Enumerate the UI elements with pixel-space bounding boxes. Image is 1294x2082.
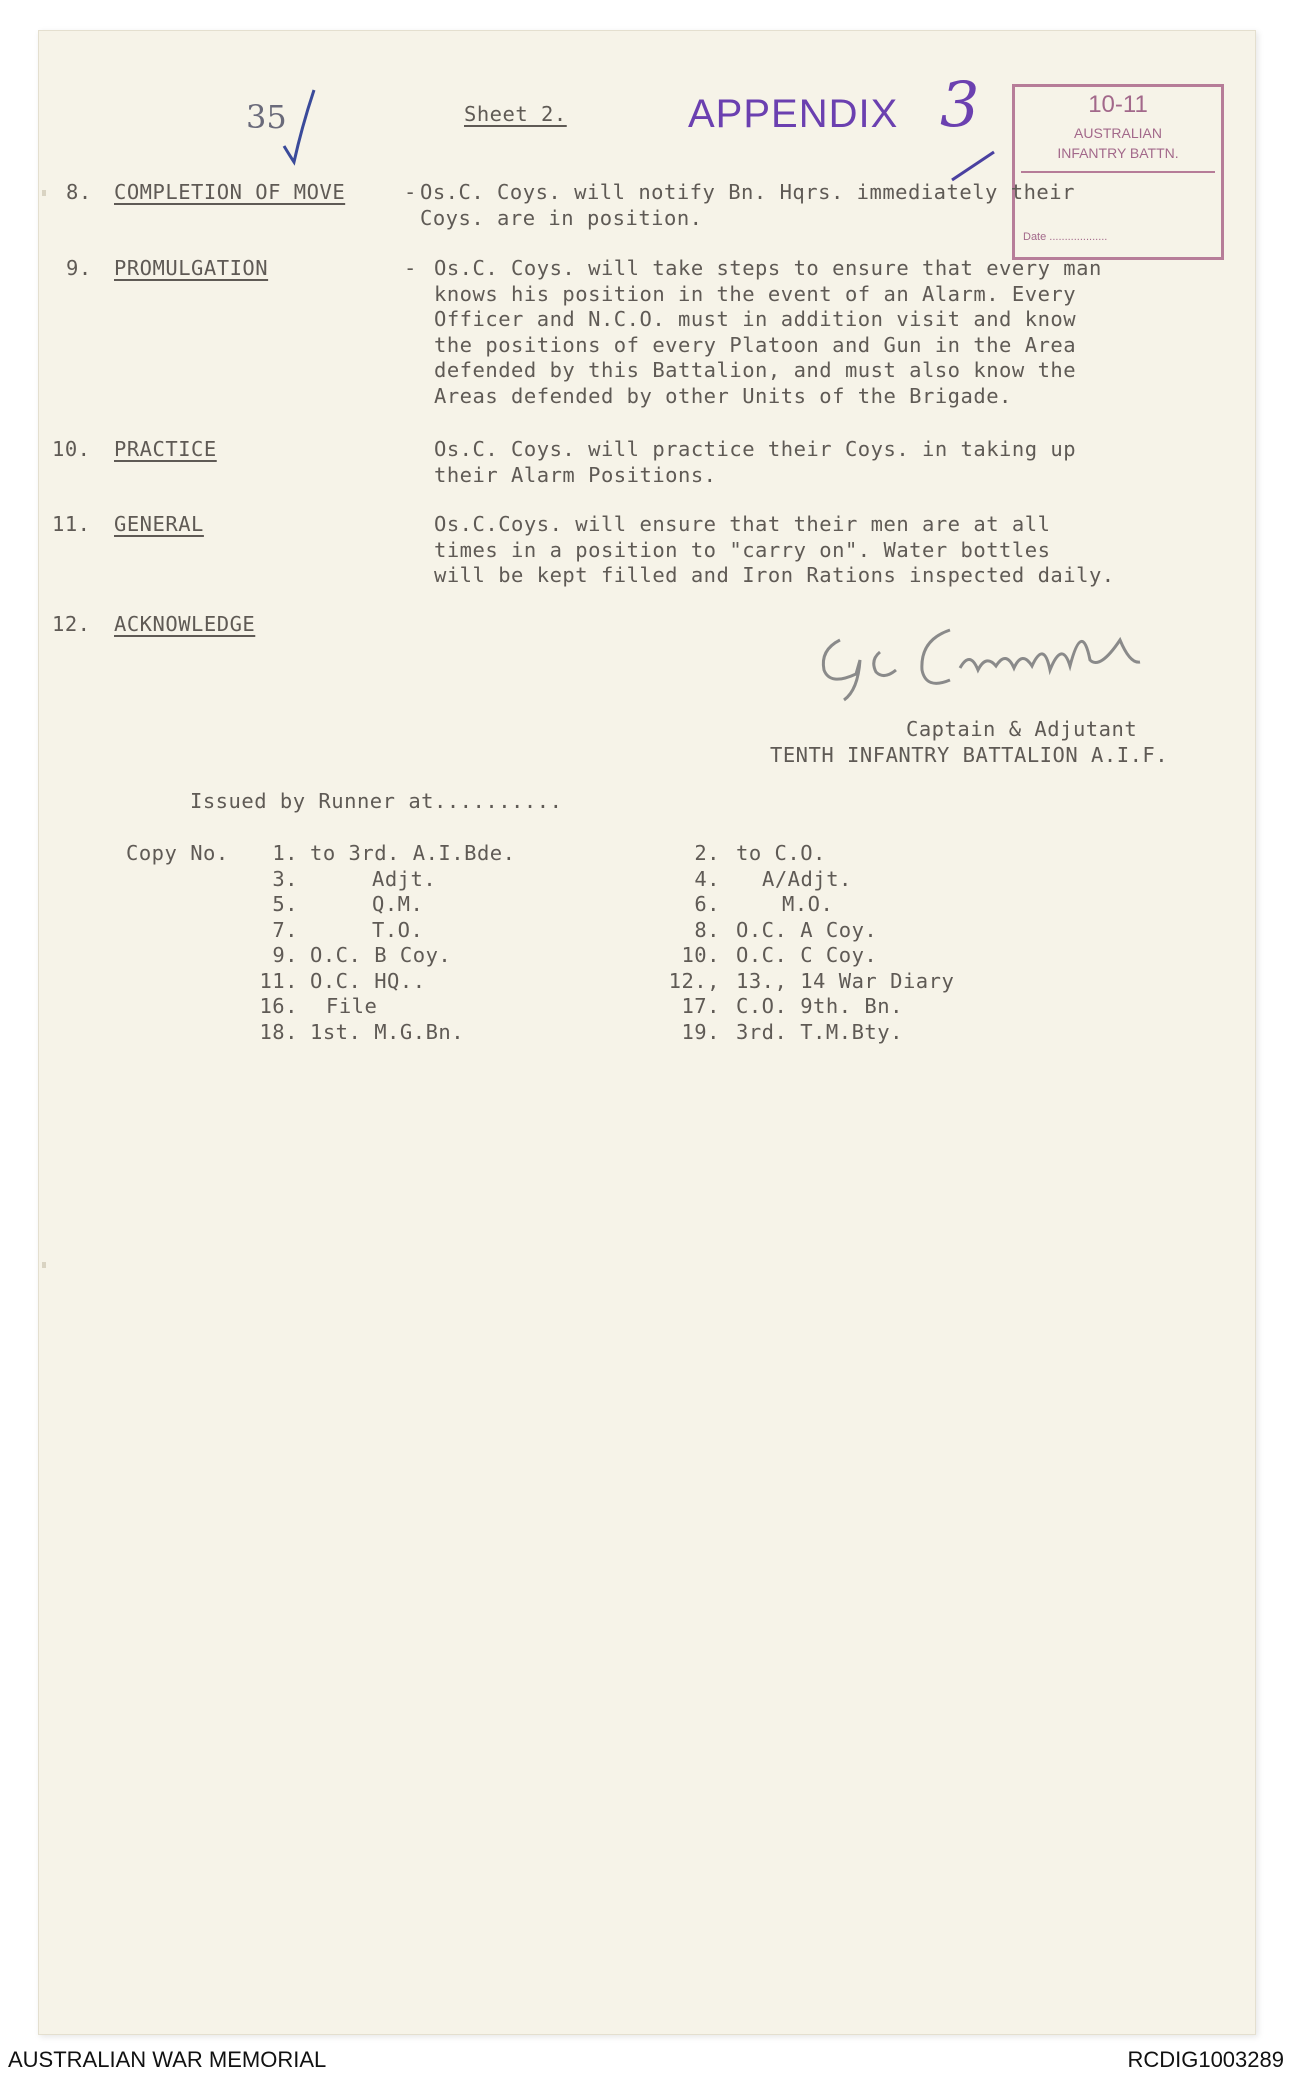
- section-number: 10.: [52, 437, 91, 461]
- body-line: Os.C. Coys. will notify Bn. Hqrs. immediately their: [420, 180, 1075, 204]
- section-dash: -: [404, 256, 417, 280]
- body-line: Coys. are in position.: [420, 205, 703, 230]
- section-dash: -: [404, 180, 417, 204]
- copy-number: 3.: [272, 866, 298, 891]
- body-line: Os.C. Coys. will take steps to ensure that every man: [434, 256, 1102, 280]
- signature-image: [800, 600, 1190, 710]
- distribution-right-numbers: [656, 841, 720, 1045]
- recipient: Q.M.: [372, 892, 424, 916]
- recipient: O.C. HQ..: [310, 968, 426, 993]
- paper-mark: [42, 1262, 46, 1268]
- recipient: A/Adjt.: [762, 866, 852, 891]
- body-line: knows his position in the event of an Alarm. Every: [434, 281, 1077, 306]
- paper-mark: [42, 190, 46, 196]
- body-line: Os.C. Coys. will practice their Coys. in taking up: [434, 437, 1077, 461]
- copy-number: 4.: [694, 866, 720, 891]
- page-number: 35: [246, 98, 287, 136]
- copy-number: 19.: [681, 1019, 720, 1044]
- section-title: PRACTICE: [114, 437, 217, 461]
- copy-number: 8.: [694, 917, 720, 942]
- section-title: PROMULGATION: [114, 256, 269, 280]
- copy-number: 17.: [681, 994, 720, 1018]
- footer-source: AUSTRALIAN WAR MEMORIAL: [8, 2047, 327, 2072]
- section-number: 11.: [52, 512, 91, 536]
- section-body: [434, 437, 1076, 488]
- recipient: to 3rd. A.I.Bde.: [310, 841, 516, 865]
- section-title: COMPLETION OF MOVE: [114, 180, 346, 204]
- signatory-title: Captain & Adjutant: [906, 717, 1138, 741]
- body-line: times in a position to "carry on". Water bottles: [434, 537, 1051, 562]
- distribution-right-recipients: [736, 841, 954, 1045]
- copy-number: 18.: [259, 1019, 298, 1044]
- footer-record-id: RCDIG1003289: [1127, 2047, 1284, 2072]
- recipient: O.C. B Coy.: [310, 943, 452, 967]
- body-line: will be kept filled and Iron Rations inspected daily.: [434, 563, 1115, 587]
- section-number: 9.: [66, 256, 92, 280]
- copy-number: 5.: [272, 892, 298, 916]
- stamp-number: 10-11: [1088, 91, 1148, 118]
- copy-number: 10.: [681, 943, 720, 967]
- distribution-left-numbers: [238, 841, 298, 1045]
- section-title: ACKNOWLEDGE: [114, 612, 256, 636]
- recipient: M.O.: [782, 892, 834, 916]
- body-line: Officer and N.C.O. must in addition visit and know: [434, 307, 1077, 331]
- stamp-date: Date ...................: [1023, 231, 1108, 243]
- copy-number: 16.: [259, 994, 298, 1018]
- copy-number: 11.: [259, 968, 298, 993]
- stamp-line1: AUSTRALIAN: [1074, 125, 1162, 141]
- appendix-number: 3: [940, 68, 980, 141]
- appendix-label: APPENDIX: [688, 92, 899, 136]
- recipient: File: [326, 994, 378, 1018]
- issued-by-line: Issued by Runner at..........: [190, 789, 563, 813]
- stamp-divider: [1021, 171, 1215, 173]
- copy-number: 9.: [272, 943, 298, 967]
- section-body: [420, 180, 1075, 231]
- received-stamp: [1012, 84, 1224, 260]
- section-number: 8.: [66, 180, 92, 204]
- copy-number: 7.: [272, 917, 298, 942]
- body-line: the positions of every Platoon and Gun in the Area: [434, 332, 1077, 357]
- recipient: O.C. C Coy.: [736, 943, 878, 967]
- sheet-label: Sheet 2.: [464, 102, 567, 126]
- body-line: Areas defended by other Units of the Brigade.: [434, 383, 1012, 408]
- section-body: [434, 512, 1115, 589]
- recipient: 1st. M.G.Bn.: [310, 1019, 465, 1044]
- recipient: 13., 14 War Diary: [736, 968, 955, 993]
- copy-no-label: Copy No.: [126, 841, 229, 865]
- distribution-left-recipients: [310, 841, 515, 1045]
- battalion-name: TENTH INFANTRY BATTALION A.I.F.: [770, 743, 1169, 767]
- body-line: Os.C.Coys. will ensure that their men are at all: [434, 512, 1051, 536]
- recipient: Adjt.: [372, 866, 437, 891]
- copy-number: 1.: [272, 841, 298, 865]
- copy-number: 12.,: [668, 968, 720, 993]
- body-line: defended by this Battalion, and must also know the: [434, 358, 1077, 382]
- recipient: 3rd. T.M.Bty.: [736, 1019, 903, 1044]
- recipient: T.O.: [372, 917, 424, 942]
- section-number: 12.: [52, 612, 91, 636]
- copy-number: 2.: [694, 841, 720, 865]
- recipient: to C.O.: [736, 841, 826, 865]
- stamp-line2: INFANTRY BATTN.: [1057, 145, 1179, 161]
- tick-mark-icon: [280, 86, 320, 166]
- recipient: O.C. A Coy.: [736, 917, 878, 942]
- recipient: C.O. 9th. Bn.: [736, 994, 903, 1018]
- body-line: their Alarm Positions.: [434, 462, 717, 487]
- copy-number: 6.: [694, 892, 720, 916]
- section-body: [434, 256, 1102, 409]
- section-title: GENERAL: [114, 512, 204, 536]
